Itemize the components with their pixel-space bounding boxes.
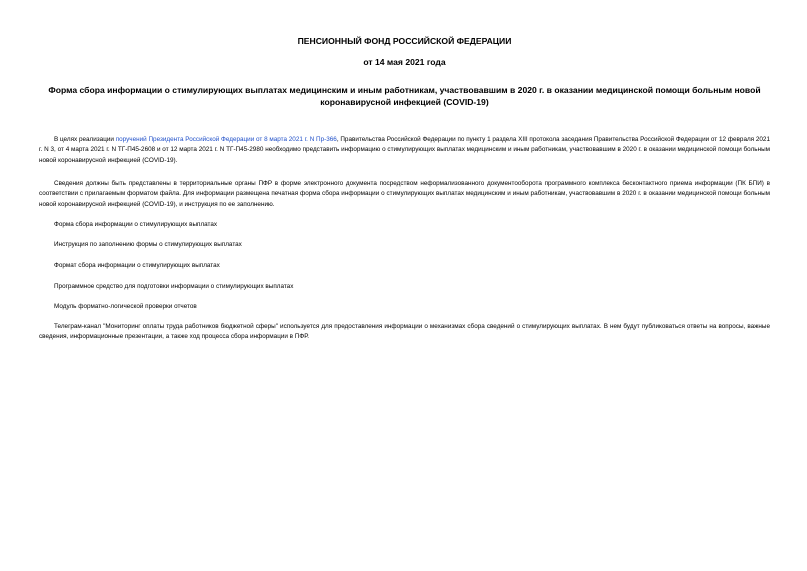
attachment-format-item[interactable]: Формат сбора информации о стимулирующих выплатах — [54, 262, 220, 269]
paragraph-intro-prefix: В целях реализации — [54, 136, 116, 143]
attachment-validation-module-item[interactable]: Модуль форматно-логической проверки отчетов — [54, 303, 197, 310]
attachment-software-item[interactable]: Программное средство для подготовки информации о стимулирующих выплатах — [54, 283, 294, 290]
document-title: Форма сбора информации о стимулирующих выплатах медицинским и иным работникам, участвовавшим в 2020 г. в оказании медицинской помощи больным новой коронавирусной инфекцией (COVID-19) — [48, 85, 761, 107]
presidential-order-link[interactable]: поручений Президента Российской Федерации от 8 марта 2021 г. N Пр-366 — [115, 136, 337, 143]
document-date: от 14 мая 2021 года — [363, 57, 446, 67]
attachment-form-item[interactable]: Форма сбора информации о стимулирующих выплатах — [54, 221, 218, 228]
paragraph-intro-suffix: , Правительства Российской Федерации по пункту 1 раздела XIII протокола заседания Правительства Российской Федерации от 12 февраля 2021 г. N 3, от 4 марта 2021 г. N ТГ-П45-2608 и от 12 марта 2021 г. N ТГ-П45-2980 необходимо представить информацию о стимулирующих выплатах медицинским и иным работникам, участвовавшим в 2020 г. в оказании медицинской помощи больным новой коронавирусной инфекцией (COVID-19). — [39, 136, 770, 164]
paragraph-submission: Сведения должны быть представлены в территориальные органы ПФР в форме электронного документа посредством неформализованного документооборота программного комплекса бесконтактного приема информации (ПК БПИ) в соответствии с прилагаемым форматом файла. Для информации размещена печатная форма сбора информации о стимулирующих выплатах медицинским и иным работникам, участвовавшим в 2020 г. в оказании медицинской помощи больным новой коронавирусной инфекцией (COVID-19), и инструкция по ее заполнению. — [39, 180, 770, 208]
paragraph-telegram: Телеграм-канал "Мониторинг оплаты труда работников бюджетной сферы" используется для предоставления информации о механизмах сбора сведений о стимулирующих выплатах. В нем будут публиковаться ответы на вопросы, важные сведения, информационные презентации, а также ход процесса сбора информации в ПФР. — [39, 323, 770, 341]
paragraph-intro — [39, 135, 770, 166]
organization-heading: ПЕНСИОННЫЙ ФОНД РОССИЙСКОЙ ФЕДЕРАЦИИ — [297, 36, 512, 46]
attachment-instruction-item[interactable]: Инструкция по заполнению формы о стимулирующих выплатах — [54, 241, 242, 248]
